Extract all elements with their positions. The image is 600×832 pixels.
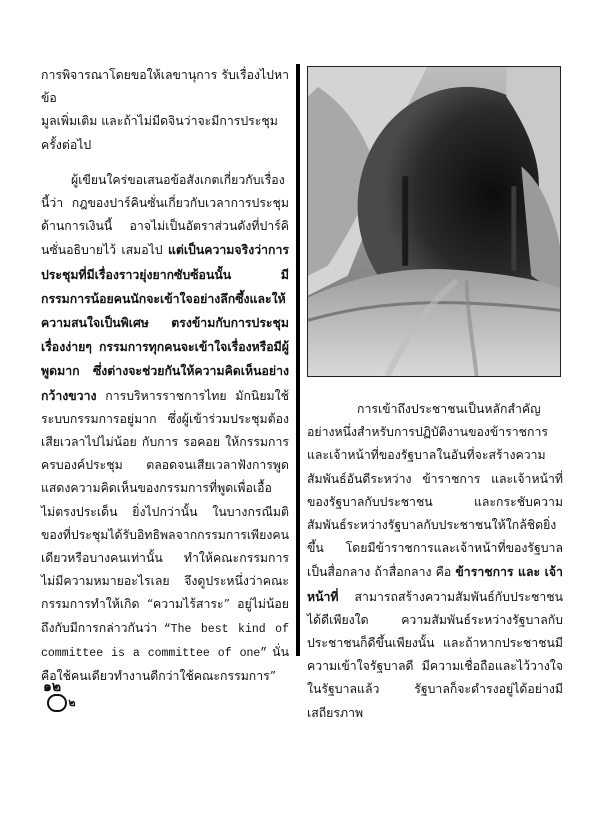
p1-line-1: การพิจารณาโดยขอให้เลขานุการ รับเรื่องไปหาข้อ xyxy=(41,68,289,106)
left-column xyxy=(41,64,289,712)
right-column xyxy=(307,398,563,725)
p2-english-quote: “The best kind of committee is a committee of one” xyxy=(41,622,289,660)
right-paragraph xyxy=(307,398,563,725)
column-divider xyxy=(296,64,300,656)
p2-text-a: ผู้เขียนใคร่ขอเสนอข้อสังเกตเกี่ยวกับเรื่องนี้ว่า กฎของปาร์คินซั่นเกี่ยวกับเวลาการประชุมด้านการเงินนี้ อาจไม่เป็นอัตราส่วนดังที่ปาร์คินซั่นอธิบายไว้ เสมอไป xyxy=(41,172,289,258)
paragraph-1 xyxy=(41,64,289,157)
right-text-a: การเข้าถึงประชาชนเป็นหลักสำคัญอย่างหนึ่งสำหรับการปฏิบัติงานของข้าราชการและเจ้าหน้าที่ของรัฐบาลในอันที่จะสร้างความสัมพันธ์อันดีระหว่าง ข้าราชการ และเจ้าหน้าที่ของรัฐบาลกับประชาชน และกระชับความสัมพันธ์ระหว่างรัฐบาลกับประชาชนให้ใกล้ชิดยิ่งขึ้น โดยมีข้าราชการและเจ้าหน้าที่ของรัฐบาลเป็นสื่อกลาง ถ้าสื่อกลาง คือ xyxy=(307,402,563,580)
p1-line-2: มูลเพิ่มเติม และถ้าไม่มีดจินว่าจะมีการประชุม xyxy=(41,114,278,129)
paragraph-2 xyxy=(41,169,289,712)
p2-bold-text: แต่เป็นความจริงว่าการประชุมที่มีเรื่องราวยุ่งยากซับซ้อนนั้น มีกรรมการน้อยคนนักจะเข้าใจอย่างลึกซึ้งและให้ความสนใจเป็นพิเศษ ตรงข้ามกับการประชุมเรื่องง่ายๆ กรรมการทุกคนจะเข้าใจเรื่องหรือมีผู้พูดมาก ซึ่งต่างจะช่วยกันให้ความคิดเห็นอย่างกว้างขวาง xyxy=(41,242,289,403)
p2-text-c: นั่นคือใช้คนเดียวทำงานดีกว่าใช้คณะกรรมการ” xyxy=(41,644,289,684)
page-number: ๑๒ xyxy=(43,679,62,695)
forest-road-photo xyxy=(307,66,561,377)
photo-image xyxy=(308,67,560,376)
end-mark-icon: ๒ xyxy=(47,694,67,712)
right-bold-text: ข้าราชการ และ เจ้าหน้าที่ xyxy=(307,564,563,604)
p1-line-3: ครั้งต่อไป xyxy=(41,137,92,152)
p2-text-b: การบริหารราชการไทย มักนิยมใช้ระบบกรรมการอยู่มาก ซึ่งผู้เข้าร่วมประชุมต้องเสียเวลาไปไม่น้อย กับการ รอคอย ให้กรรมการ ครบองค์ประชุม ตลอดจนเสียเวลาฟังการพูดแสดงความคิดเห็นของกรรมการที่พูดเพื่อเอื้อ ไม่ตรงประเด็น ยิ่งไปกว่านั้น ในบางกรณีมติของที่ประชุมได้รับอิทธิพลจากกรรมการเพียงคนเดียวหรือบางคนเท่านั้น ทำให้คณะกรรมการไม่มีความหมายอะไรเลย จึงดูประหนึ่งว่าคณะกรรมการทำให้เกิด “ความไร้สาระ” อยู่ไม่น้อยถึงกับมีการกล่าวกันว่า xyxy=(41,388,290,635)
right-text-b: สามารถสร้างความสัมพันธ์กับประชาชนได้ดีเพียงใด ความสัมพันธ์ระหว่างรัฐบาลกับประชาชนก็ดีขึ้นเพียงนั้น และถ้าหากประชาชนมีความเข้าใจรัฐบาลดี มีความเชื่อถือและไว้วางใจในรัฐบาลแล้ว รัฐบาลก็จะดำรงอยู่ได้อย่างมีเสถียรภาพ xyxy=(307,589,563,720)
